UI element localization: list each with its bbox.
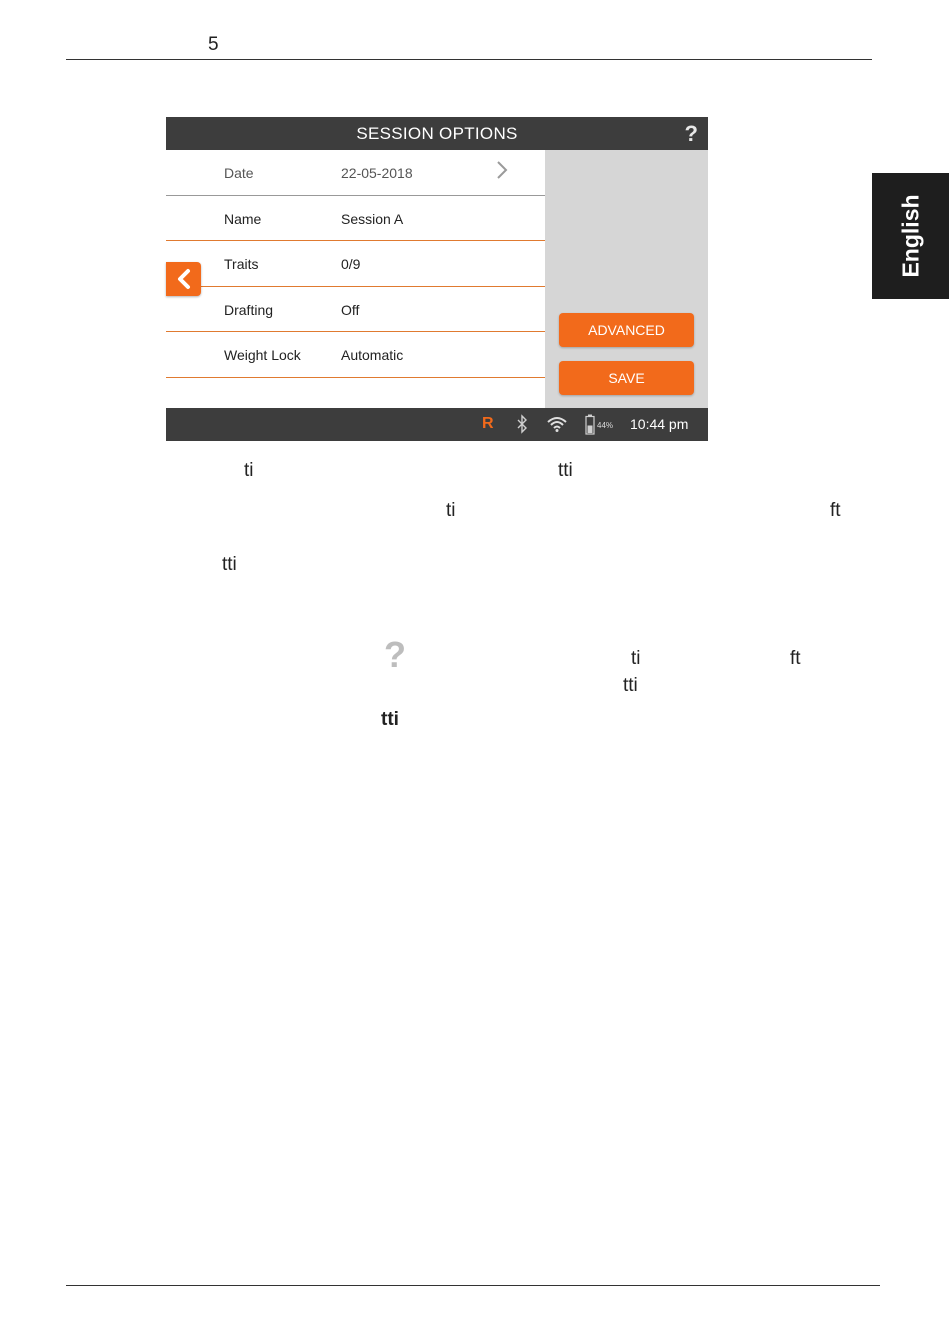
wifi-icon bbox=[546, 416, 568, 437]
text-fragment: ft bbox=[830, 500, 841, 521]
option-row-name[interactable] bbox=[166, 196, 545, 242]
text-fragment: ti bbox=[631, 648, 641, 669]
option-value: 22-05-2018 bbox=[341, 165, 413, 181]
text-fragment: tti bbox=[381, 709, 399, 730]
save-button[interactable]: SAVE bbox=[559, 361, 694, 395]
back-button[interactable] bbox=[166, 262, 201, 296]
option-label: Weight Lock bbox=[224, 347, 301, 363]
option-row-drafting[interactable] bbox=[166, 287, 545, 333]
title-bar bbox=[166, 117, 708, 150]
device-screen bbox=[166, 117, 708, 441]
text-fragment: ti bbox=[244, 460, 254, 481]
action-panel bbox=[545, 150, 708, 408]
chevron-right-icon[interactable] bbox=[496, 160, 508, 186]
option-value: 0/9 bbox=[341, 256, 361, 272]
option-row-weight-lock[interactable] bbox=[166, 332, 545, 378]
text-fragment: ti bbox=[446, 500, 456, 521]
text-fragment: tti bbox=[558, 460, 573, 481]
option-value: Session A bbox=[341, 210, 404, 227]
chevron-left-icon bbox=[174, 268, 194, 290]
text-fragment: tti bbox=[623, 675, 638, 696]
battery-percent: 44% bbox=[597, 421, 614, 430]
status-bar bbox=[166, 408, 708, 441]
header-rule bbox=[66, 59, 872, 60]
option-value: Off bbox=[341, 301, 360, 318]
help-icon[interactable]: ? bbox=[684, 121, 698, 146]
screen-title: SESSION OPTIONS bbox=[356, 124, 518, 143]
language-tab bbox=[872, 173, 949, 299]
option-label: Name bbox=[224, 210, 262, 227]
option-row-date[interactable] bbox=[166, 150, 545, 196]
footer-rule bbox=[66, 1285, 880, 1286]
options-list bbox=[166, 150, 545, 378]
record-indicator: R bbox=[482, 415, 494, 432]
advanced-button[interactable]: ADVANCED bbox=[559, 313, 694, 347]
bluetooth-icon bbox=[516, 414, 528, 439]
option-row-traits[interactable] bbox=[166, 241, 545, 287]
help-icon-illustration: ? bbox=[384, 634, 406, 675]
clock: 10:44 pm bbox=[630, 416, 689, 432]
option-label: Date bbox=[224, 165, 254, 181]
option-label: Traits bbox=[224, 256, 259, 272]
text-fragment: ft bbox=[790, 648, 801, 669]
option-label: Drafting bbox=[224, 301, 274, 318]
battery-icon bbox=[585, 414, 595, 440]
page-number: 5 bbox=[208, 34, 219, 55]
option-value: Automatic bbox=[341, 347, 404, 363]
text-fragment: tti bbox=[222, 554, 237, 575]
language-tab-label: English bbox=[897, 194, 923, 278]
